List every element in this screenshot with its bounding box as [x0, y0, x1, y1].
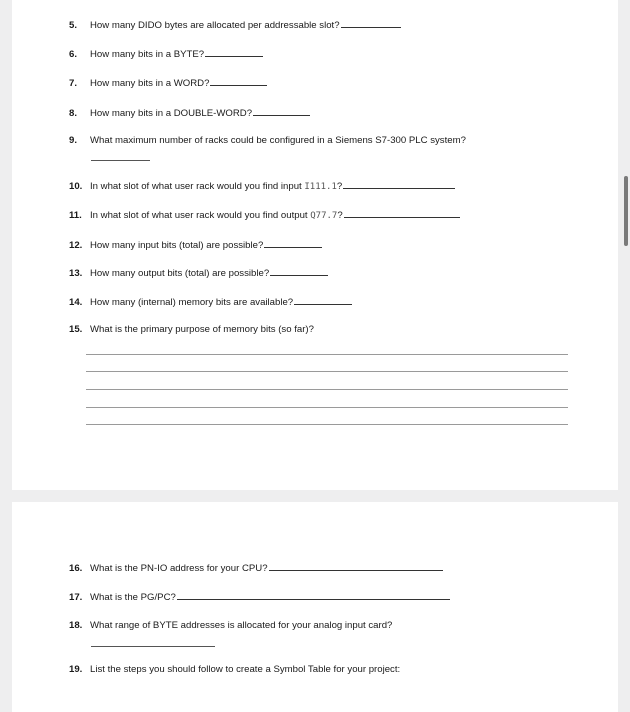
- input-address: I111.1: [304, 182, 337, 192]
- question-text: How many bits in a WORD?: [90, 78, 210, 89]
- question-number: 18.: [69, 620, 83, 631]
- question-19: [69, 664, 400, 676]
- question-number: 8.: [69, 108, 78, 119]
- question-number: 5.: [69, 20, 78, 31]
- question-number: 12.: [69, 240, 83, 251]
- question-number: 15.: [69, 324, 83, 335]
- question-15: [69, 324, 314, 336]
- document-page-2: [12, 502, 618, 712]
- question-text: What is the PG/PC?: [90, 592, 176, 603]
- question-16: [69, 561, 443, 575]
- question-mark: ?: [336, 181, 343, 192]
- answer-blank[interactable]: [343, 179, 455, 189]
- question-text: How many DIDO bytes are allocated per addressable slot?: [90, 20, 340, 31]
- question-number: 6.: [69, 49, 78, 60]
- question-7: [69, 76, 267, 90]
- question-text: What is the primary purpose of memory bits (so far)?: [90, 324, 314, 335]
- question-text: How many output bits (total) are possible?: [90, 268, 270, 279]
- question-text: How many input bits (total) are possible?: [90, 240, 264, 251]
- question-text: In what slot of what user rack would you find output: [90, 210, 311, 221]
- question-number: 19.: [69, 664, 83, 675]
- answer-blank[interactable]: [91, 646, 215, 647]
- question-text: List the steps you should follow to create a Symbol Table for your project:: [90, 664, 401, 675]
- question-text: What range of BYTE addresses is allocated for your analog input card?: [90, 620, 393, 631]
- answer-line-2[interactable]: [86, 371, 568, 372]
- answer-blank[interactable]: [253, 106, 310, 116]
- question-number: 10.: [69, 181, 83, 192]
- question-17: [69, 590, 450, 604]
- question-6: [69, 47, 263, 61]
- question-number: 13.: [69, 268, 83, 279]
- question-12: [69, 238, 322, 252]
- question-11: [69, 208, 460, 222]
- answer-blank[interactable]: [177, 590, 450, 600]
- question-14: [69, 295, 352, 309]
- answer-blank[interactable]: [205, 47, 263, 57]
- question-text: How many bits in a BYTE?: [90, 49, 205, 60]
- question-text: In what slot of what user rack would you find input: [90, 181, 305, 192]
- question-number: 7.: [69, 78, 78, 89]
- question-text: How many (internal) memory bits are available?: [90, 297, 294, 308]
- question-text: What maximum number of racks could be configured in a Siemens S7-300 PLC system?: [90, 135, 466, 146]
- question-13: [69, 266, 328, 280]
- question-text: What is the PN-IO address for your CPU?: [90, 563, 268, 574]
- answer-blank[interactable]: [270, 266, 328, 276]
- question-number: 16.: [69, 563, 83, 574]
- answer-line-4[interactable]: [86, 407, 568, 408]
- answer-blank[interactable]: [269, 561, 443, 571]
- answer-blank[interactable]: [341, 18, 401, 28]
- question-number: 11.: [69, 210, 82, 221]
- question-5: [69, 18, 401, 32]
- question-number: 14.: [69, 297, 83, 308]
- question-text: How many bits in a DOUBLE-WORD?: [90, 108, 253, 119]
- answer-line-1[interactable]: [86, 354, 568, 355]
- answer-line-5[interactable]: [86, 424, 568, 425]
- answer-blank[interactable]: [294, 295, 352, 305]
- scrollbar-thumb[interactable]: [624, 176, 628, 246]
- answer-blank[interactable]: [210, 76, 267, 86]
- answer-blank[interactable]: [264, 238, 322, 248]
- question-8: [69, 106, 310, 120]
- question-number: 9.: [69, 135, 78, 146]
- question-10: [69, 179, 455, 193]
- answer-blank[interactable]: [344, 208, 460, 218]
- question-9: [69, 135, 466, 147]
- question-number: 17.: [69, 592, 83, 603]
- question-mark: ?: [337, 210, 343, 221]
- output-address: Q77.7: [310, 211, 338, 221]
- answer-blank[interactable]: [91, 160, 150, 161]
- question-18: [69, 620, 392, 632]
- answer-line-3[interactable]: [86, 389, 568, 390]
